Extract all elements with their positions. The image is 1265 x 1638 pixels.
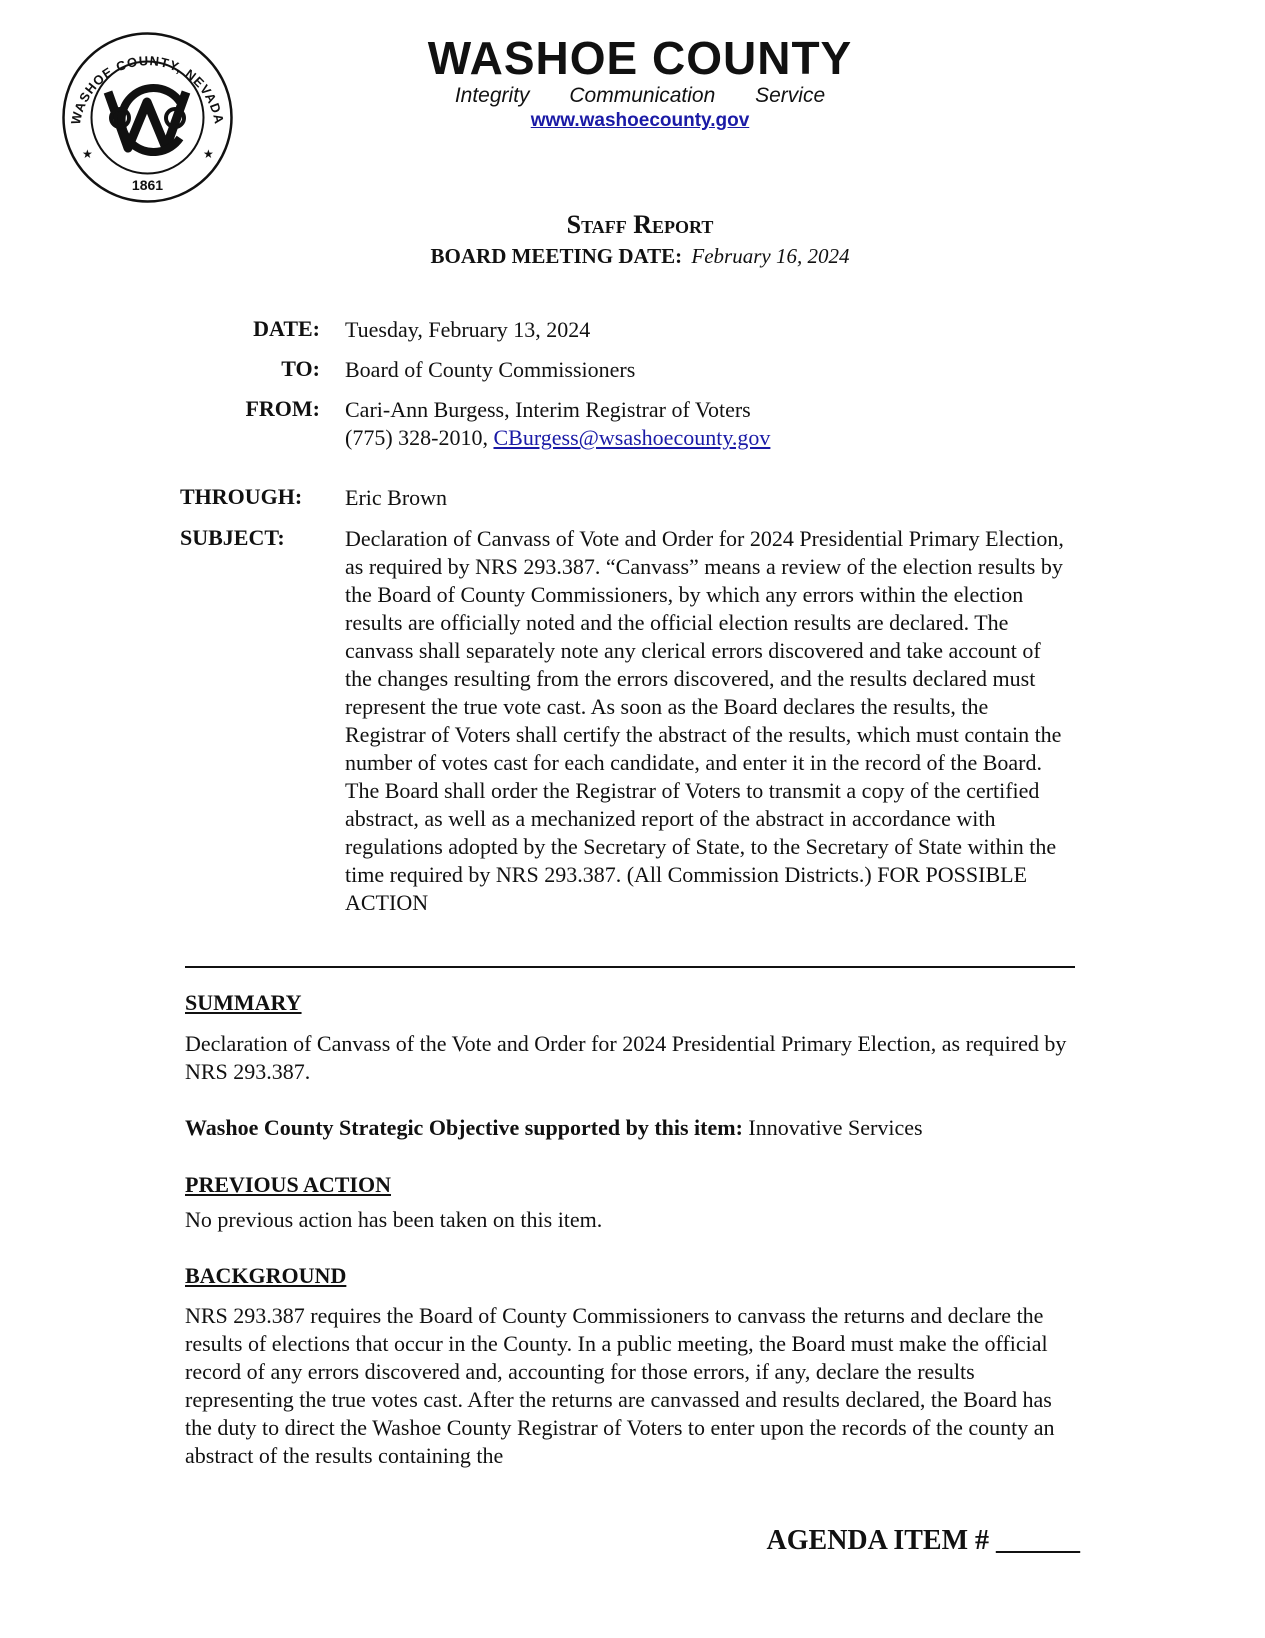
- report-title: Staff Report: [566, 210, 714, 239]
- to-label: TO:: [281, 356, 320, 381]
- svg-text:WASHOE COUNTY, NEVADA: WASHOE COUNTY, NEVADA: [67, 53, 227, 126]
- motto-service: Service: [755, 84, 826, 107]
- svg-text:1861: 1861: [131, 177, 164, 193]
- motto-integrity: Integrity: [454, 84, 530, 107]
- summary-heading: SUMMARY: [185, 990, 302, 1015]
- motto-line: [300, 84, 980, 108]
- through-label: THROUGH:: [180, 484, 303, 509]
- divider-rule: [185, 966, 1075, 968]
- to-value: Board of County Commissioners: [345, 357, 636, 382]
- background-text: NRS 293.387 requires the Board of County Commissioners to canvass the returns and declare the results of elections that occur in the County. In a public meeting, the Board must make the official record of any errors discovered and, accounting for those errors, if any, declare the results representing the true votes cast. After the returns are canvassed and results declared, the Board has the duty to direct the Washoe County Registrar of Voters to enter upon the records of the county an abstract of the results containing the: [185, 1303, 1055, 1468]
- meeting-date-value: February 16, 2024: [691, 244, 850, 268]
- from-phone: (775) 328-2010,: [345, 425, 488, 450]
- objective-label: Washoe County Strategic Objective supported by this item:: [185, 1115, 743, 1140]
- previous-action-text: No previous action has been taken on this item.: [185, 1207, 603, 1232]
- board-meeting-date: [300, 244, 980, 269]
- agenda-item-number: AGENDA ITEM # ______: [766, 1525, 1080, 1556]
- website-link[interactable]: www.washoecounty.gov: [530, 110, 750, 131]
- background-heading: BACKGROUND: [185, 1263, 347, 1288]
- through-value: Eric Brown: [345, 485, 448, 510]
- strategic-objective: [185, 1114, 1075, 1142]
- subject-text: Declaration of Canvass of Vote and Order for 2024 Presidential Primary Election, as required by NRS 293.387. “Canvass” means a review of the election results by the Board of County Commissioners, by which any errors within the election results are officially noted and the official election results are declared. The canvass shall separately note any clerical errors discovered and take account of the changes resulting from the errors discovered, and the results declared must represent the true vote cast. As soon as the Board declares the results, the Registrar of Voters shall certify the abstract of the results, which must contain the number of votes cast for each candidate, and enter it in the record of the Board. The Board shall order the Registrar of Voters to transmit a copy of the certified abstract, as well as a mechanized report of the abstract in accordance with regulations adopted by the Secretary of State, to the Secretary of State within the time required by NRS 293.387. (All Commission Districts.) FOR POSSIBLE ACTION: [345, 526, 1064, 915]
- county-seal-logo: [60, 30, 235, 205]
- from-contact: [345, 424, 1065, 452]
- subject-label: SUBJECT:: [180, 525, 285, 550]
- svg-text:★: ★: [82, 147, 93, 161]
- from-value: [345, 396, 1065, 452]
- date-label: DATE:: [253, 316, 320, 341]
- from-label: FROM:: [245, 396, 320, 421]
- date-value: Tuesday, February 13, 2024: [345, 317, 591, 342]
- svg-text:★: ★: [203, 147, 214, 161]
- objective-value: Innovative Services: [748, 1115, 923, 1140]
- from-name: Cari-Ann Burgess, Interim Registrar of Voters: [345, 397, 751, 422]
- summary-text: Declaration of Canvass of the Vote and Order for 2024 Presidential Primary Election, as required by NRS 293.387.: [185, 1031, 1067, 1084]
- previous-action-heading: PREVIOUS ACTION: [185, 1172, 391, 1197]
- from-email-link[interactable]: CBurgess@wsashoecounty.gov: [493, 425, 771, 450]
- org-name: WASHOE COUNTY: [427, 32, 853, 84]
- meeting-date-label: BOARD MEETING DATE:: [430, 244, 683, 268]
- motto-communication: Communication: [569, 84, 716, 107]
